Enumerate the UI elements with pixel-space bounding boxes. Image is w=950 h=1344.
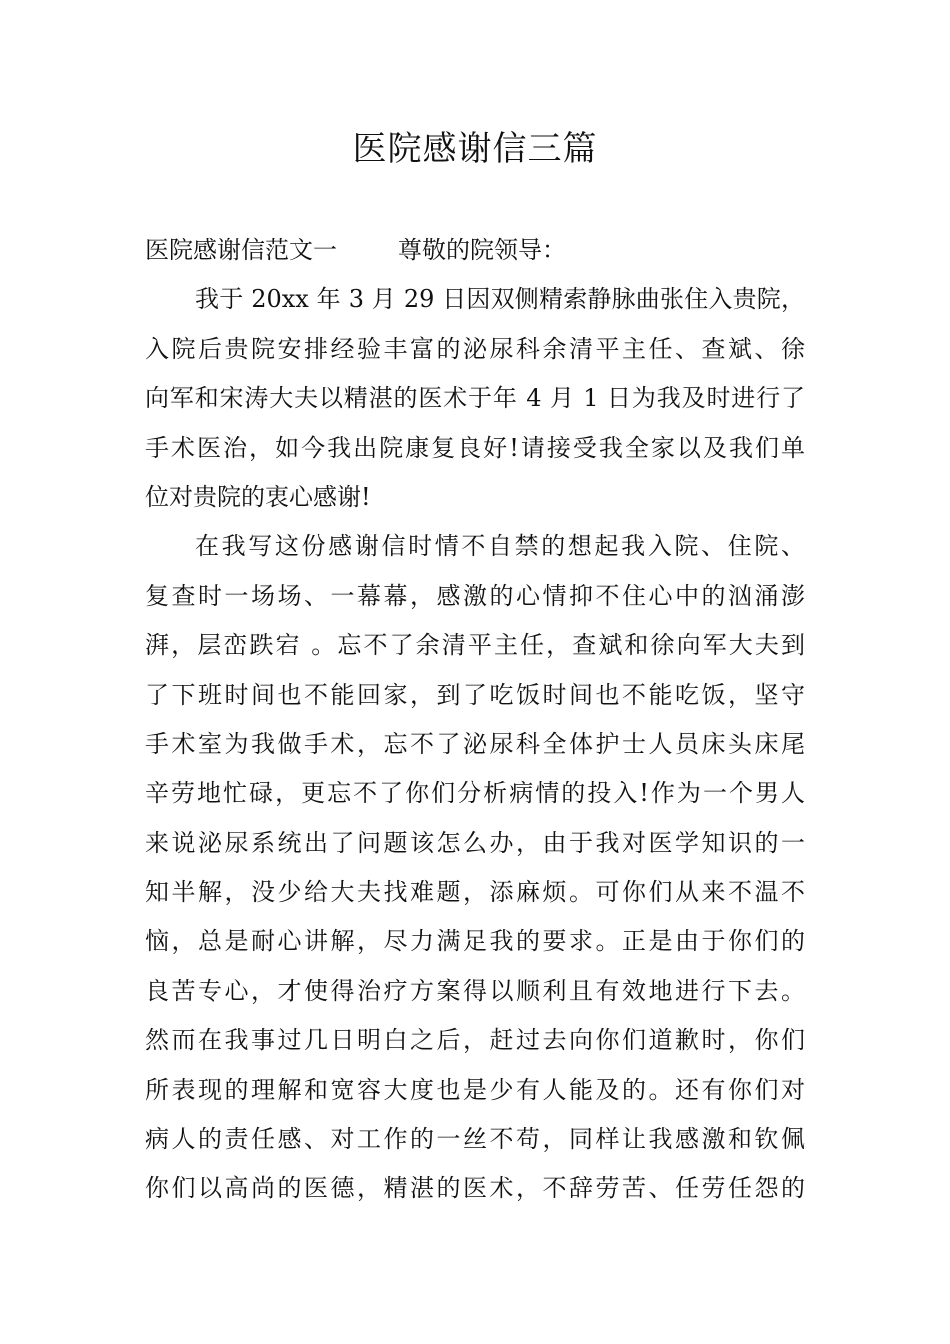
paragraph-line: 位对贵院的衷心感谢! bbox=[145, 482, 371, 511]
paragraph-line: 我于 20xx 年 3 月 29 日因双侧精索静脉曲张住入贵院， bbox=[195, 285, 805, 314]
paragraph-line: 手术室为我做手术，忘不了泌尿科全体护士人员床头床尾 bbox=[145, 729, 805, 758]
paragraph-1 bbox=[145, 275, 805, 522]
paragraph-line: 所表现的理解和宽容大度也是少有人能及的。还有你们对 bbox=[145, 1075, 805, 1104]
letter-heading-line: 医院感谢信范文一 尊敬的院领导： bbox=[145, 236, 567, 264]
paragraph-line: 辛劳地忙碌，更忘不了你们分析病情的投入!作为一个男人 bbox=[145, 779, 805, 808]
paragraph-line: 复查时一场场、一幕幕，感激的心情抑不住心中的汹涌澎 bbox=[145, 581, 805, 610]
paragraph-line: 病人的责任感、对工作的一丝不苟，同样让我感激和钦佩 bbox=[145, 1125, 805, 1154]
paragraph-line: 你们以高尚的医德，精湛的医术，不辞劳苦、任劳任怨的 bbox=[145, 1174, 805, 1203]
paragraph-line: 入院后贵院安排经验丰富的泌尿科余清平主任、查斌、徐 bbox=[145, 334, 805, 363]
paragraph-line: 向军和宋涛大夫以精湛的医术于年 4 月 1 日为我及时进行了 bbox=[145, 384, 805, 413]
paragraph-line: 然而在我事过几日明白之后，赶过去向你们道歉时，你们 bbox=[145, 1026, 805, 1055]
document-title: 医院感谢信三篇 bbox=[352, 129, 598, 169]
paragraph-2 bbox=[145, 522, 805, 1213]
paragraph-line: 在我写这份感谢信时情不自禁的想起我入院、住院、 bbox=[195, 532, 805, 561]
paragraph-line: 湃，层峦跌宕 。忘不了余清平主任，查斌和徐向军大夫到 bbox=[145, 631, 805, 660]
paragraph-line: 来说泌尿系统出了问题该怎么办，由于我对医学知识的一 bbox=[145, 828, 805, 857]
paragraph-line: 了下班时间也不能回家，到了吃饭时间也不能吃饭，坚守 bbox=[145, 680, 805, 709]
paragraph-line: 知半解，没少给大夫找难题，添麻烦。可你们从来不温不 bbox=[145, 878, 805, 907]
paragraph-line: 手术医治，如今我出院康复良好!请接受我全家以及我们单 bbox=[145, 433, 805, 462]
paragraph-line: 良苦专心，才使得治疗方案得以顺利且有效地进行下去。 bbox=[145, 976, 805, 1005]
paragraph-line: 恼，总是耐心讲解，尽力满足我的要求。正是由于你们的 bbox=[145, 927, 805, 956]
letter-body bbox=[145, 226, 805, 1214]
